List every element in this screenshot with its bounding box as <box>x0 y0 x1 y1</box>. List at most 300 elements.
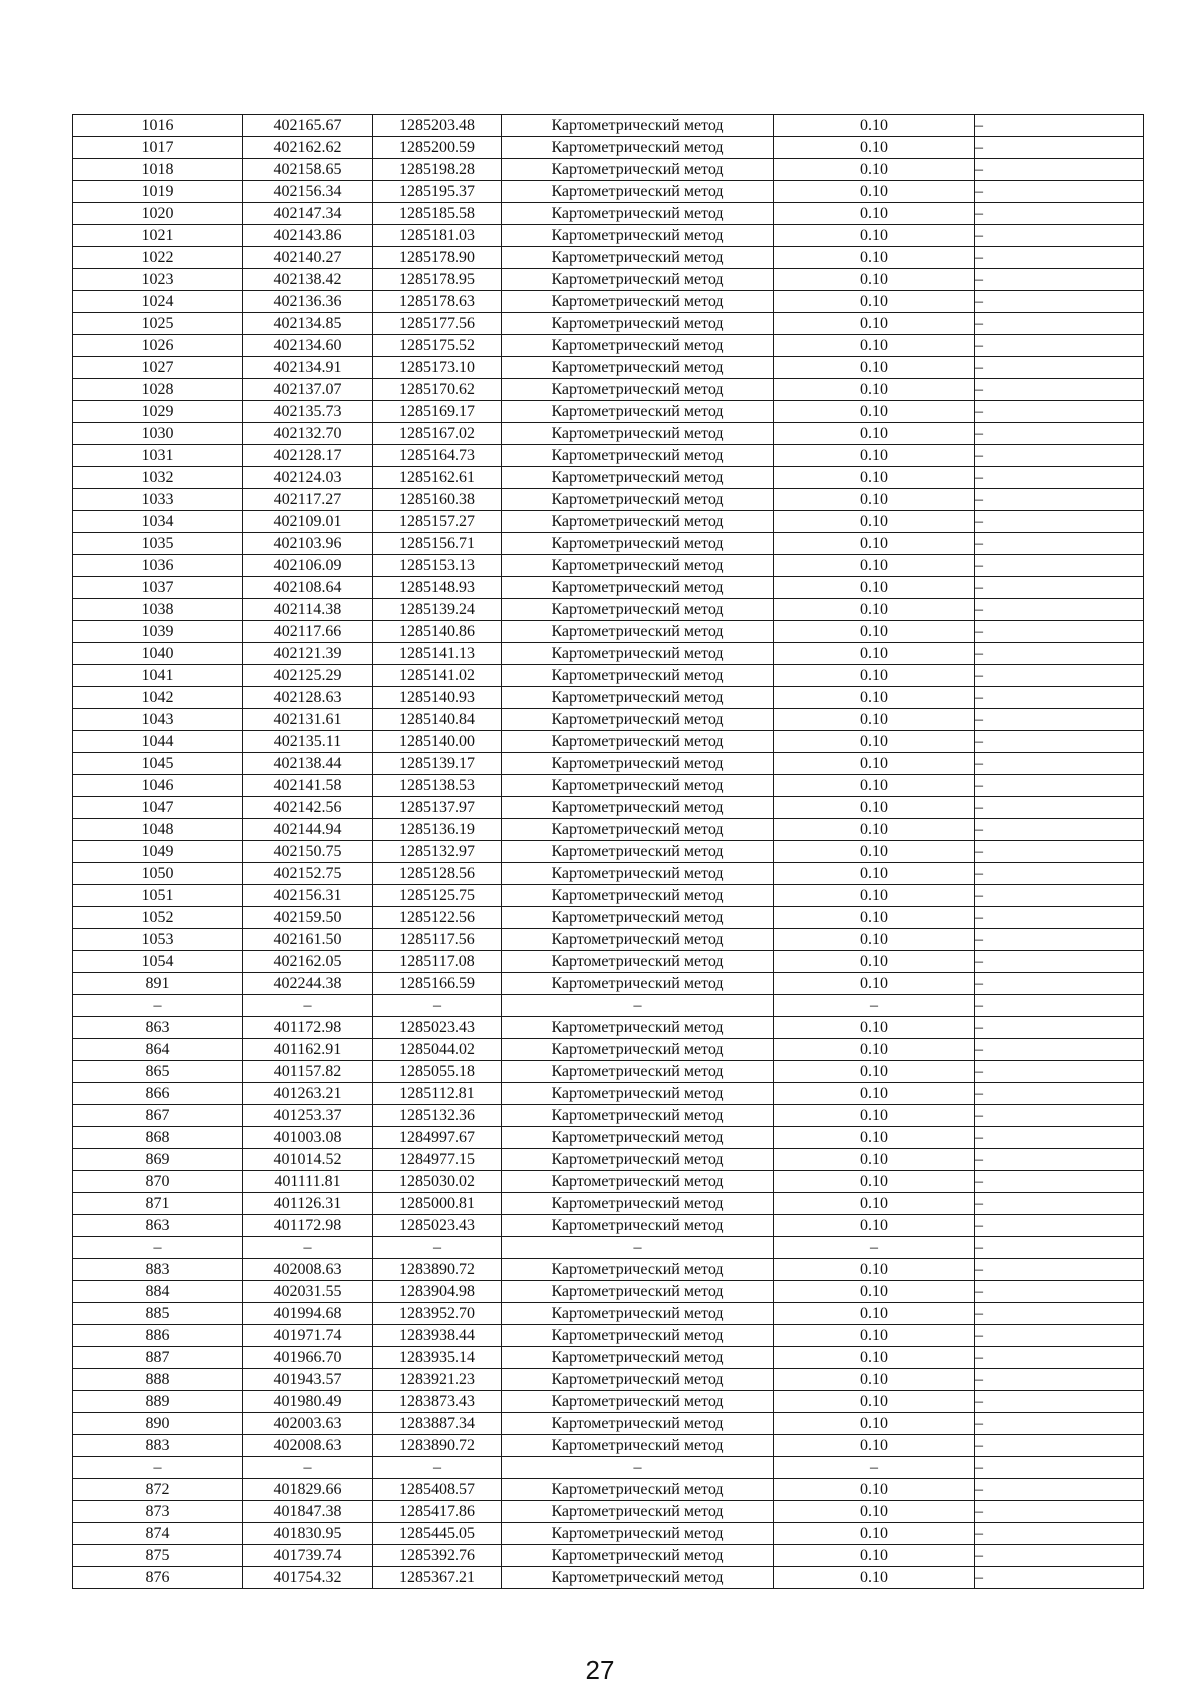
description-cell: – <box>975 687 1144 709</box>
table-row <box>73 1083 1144 1105</box>
description-cell: – <box>975 269 1144 291</box>
x-coordinate-cell: – <box>243 1457 373 1479</box>
x-coordinate-cell: 401111.81 <box>243 1171 373 1193</box>
y-coordinate-cell: 1285132.36 <box>373 1105 502 1127</box>
point-number-cell: 1017 <box>73 137 243 159</box>
accuracy-cell: 0.10 <box>774 555 975 577</box>
x-coordinate-cell: 402161.50 <box>243 929 373 951</box>
description-cell: – <box>975 621 1144 643</box>
method-cell: Картометрический метод <box>502 797 774 819</box>
x-coordinate-cell: 401966.70 <box>243 1347 373 1369</box>
method-cell: Картометрический метод <box>502 159 774 181</box>
point-number-cell: 888 <box>73 1369 243 1391</box>
description-cell: – <box>975 973 1144 995</box>
method-cell: Картометрический метод <box>502 313 774 335</box>
accuracy-cell: 0.10 <box>774 907 975 929</box>
description-cell: – <box>975 313 1144 335</box>
description-cell: – <box>975 357 1144 379</box>
x-coordinate-cell: 402138.42 <box>243 269 373 291</box>
point-number-cell: 883 <box>73 1259 243 1281</box>
accuracy-cell: 0.10 <box>774 1149 975 1171</box>
point-number-cell: 1053 <box>73 929 243 951</box>
table-row <box>73 379 1144 401</box>
point-number-cell: 1029 <box>73 401 243 423</box>
accuracy-cell: 0.10 <box>774 665 975 687</box>
x-coordinate-cell: 402109.01 <box>243 511 373 533</box>
accuracy-cell: 0.10 <box>774 445 975 467</box>
point-number-cell: 1031 <box>73 445 243 467</box>
method-cell: Картометрический метод <box>502 687 774 709</box>
accuracy-cell: 0.10 <box>774 533 975 555</box>
y-coordinate-cell: 1285136.19 <box>373 819 502 841</box>
x-coordinate-cell: 402003.63 <box>243 1413 373 1435</box>
description-cell: – <box>975 1413 1144 1435</box>
accuracy-cell: 0.10 <box>774 1567 975 1589</box>
table-row <box>73 731 1144 753</box>
accuracy-cell: 0.10 <box>774 731 975 753</box>
point-number-cell: 1022 <box>73 247 243 269</box>
point-number-cell: 1045 <box>73 753 243 775</box>
method-cell: Картометрический метод <box>502 181 774 203</box>
description-cell: – <box>975 445 1144 467</box>
accuracy-cell: 0.10 <box>774 797 975 819</box>
y-coordinate-cell: 1285139.17 <box>373 753 502 775</box>
method-cell: Картометрический метод <box>502 1369 774 1391</box>
x-coordinate-cell: 401754.32 <box>243 1567 373 1589</box>
table-row <box>73 687 1144 709</box>
y-coordinate-cell: 1285132.97 <box>373 841 502 863</box>
description-cell: – <box>975 929 1144 951</box>
point-number-cell: 885 <box>73 1303 243 1325</box>
x-coordinate-cell: 402159.50 <box>243 907 373 929</box>
method-cell: Картометрический метод <box>502 423 774 445</box>
method-cell: Картометрический метод <box>502 577 774 599</box>
point-number-cell: 1046 <box>73 775 243 797</box>
point-number-cell: 872 <box>73 1479 243 1501</box>
method-cell: Картометрический метод <box>502 335 774 357</box>
table-row <box>73 269 1144 291</box>
method-cell: – <box>502 1237 774 1259</box>
method-cell: – <box>502 1457 774 1479</box>
method-cell: Картометрический метод <box>502 269 774 291</box>
description-cell: – <box>975 1369 1144 1391</box>
point-number-cell: 1043 <box>73 709 243 731</box>
x-coordinate-cell: 401971.74 <box>243 1325 373 1347</box>
y-coordinate-cell: 1285140.93 <box>373 687 502 709</box>
table-row <box>73 1325 1144 1347</box>
method-cell: Картометрический метод <box>502 1039 774 1061</box>
accuracy-cell: 0.10 <box>774 1259 975 1281</box>
x-coordinate-cell: 401172.98 <box>243 1215 373 1237</box>
point-number-cell: 1024 <box>73 291 243 313</box>
method-cell: Картометрический метод <box>502 907 774 929</box>
x-coordinate-cell: 402131.61 <box>243 709 373 731</box>
method-cell: Картометрический метод <box>502 1105 774 1127</box>
table-row <box>73 1435 1144 1457</box>
point-number-cell: 871 <box>73 1193 243 1215</box>
table-row <box>73 511 1144 533</box>
accuracy-cell: 0.10 <box>774 489 975 511</box>
x-coordinate-cell: 402137.07 <box>243 379 373 401</box>
method-cell: Картометрический метод <box>502 1545 774 1567</box>
point-number-cell: 1034 <box>73 511 243 533</box>
table-row <box>73 225 1144 247</box>
x-coordinate-cell: 401162.91 <box>243 1039 373 1061</box>
accuracy-cell: 0.10 <box>774 577 975 599</box>
description-cell: – <box>975 577 1144 599</box>
accuracy-cell: 0.10 <box>774 775 975 797</box>
y-coordinate-cell: 1285367.21 <box>373 1567 502 1589</box>
accuracy-cell: 0.10 <box>774 1281 975 1303</box>
table-row <box>73 313 1144 335</box>
point-number-cell: 1051 <box>73 885 243 907</box>
y-coordinate-cell: 1285112.81 <box>373 1083 502 1105</box>
description-cell: – <box>975 423 1144 445</box>
x-coordinate-cell: 402165.67 <box>243 115 373 137</box>
method-cell: Картометрический метод <box>502 819 774 841</box>
table-row <box>73 995 1144 1017</box>
x-coordinate-cell: 402128.63 <box>243 687 373 709</box>
accuracy-cell: 0.10 <box>774 1501 975 1523</box>
method-cell: – <box>502 995 774 1017</box>
description-cell: – <box>975 1105 1144 1127</box>
method-cell: Картометрический метод <box>502 291 774 313</box>
table-row <box>73 1127 1144 1149</box>
y-coordinate-cell: 1285417.86 <box>373 1501 502 1523</box>
method-cell: Картометрический метод <box>502 137 774 159</box>
method-cell: Картометрический метод <box>502 1523 774 1545</box>
description-cell: – <box>975 797 1144 819</box>
table-row <box>73 115 1144 137</box>
accuracy-cell: 0.10 <box>774 181 975 203</box>
y-coordinate-cell: 1284977.15 <box>373 1149 502 1171</box>
x-coordinate-cell: 402114.38 <box>243 599 373 621</box>
accuracy-cell: 0.10 <box>774 1479 975 1501</box>
accuracy-cell: 0.10 <box>774 225 975 247</box>
table-row <box>73 885 1144 907</box>
table-row <box>73 1039 1144 1061</box>
x-coordinate-cell: 402138.44 <box>243 753 373 775</box>
description-cell: – <box>975 665 1144 687</box>
x-coordinate-cell: 401943.57 <box>243 1369 373 1391</box>
description-cell: – <box>975 885 1144 907</box>
description-cell: – <box>975 181 1144 203</box>
accuracy-cell: – <box>774 1457 975 1479</box>
x-coordinate-cell: 401263.21 <box>243 1083 373 1105</box>
description-cell: – <box>975 1435 1144 1457</box>
accuracy-cell: 0.10 <box>774 247 975 269</box>
description-cell: – <box>975 1149 1144 1171</box>
table-row <box>73 533 1144 555</box>
x-coordinate-cell: 402134.60 <box>243 335 373 357</box>
x-coordinate-cell: 402106.09 <box>243 555 373 577</box>
table-row <box>73 1523 1144 1545</box>
point-number-cell: – <box>73 1237 243 1259</box>
x-coordinate-cell: 402156.31 <box>243 885 373 907</box>
table-row <box>73 929 1144 951</box>
point-number-cell: 889 <box>73 1391 243 1413</box>
accuracy-cell: 0.10 <box>774 863 975 885</box>
description-cell: – <box>975 1171 1144 1193</box>
method-cell: Картометрический метод <box>502 533 774 555</box>
table-row <box>73 1149 1144 1171</box>
table-row <box>73 709 1144 731</box>
y-coordinate-cell: 1285392.76 <box>373 1545 502 1567</box>
method-cell: Картометрический метод <box>502 247 774 269</box>
point-number-cell: 863 <box>73 1215 243 1237</box>
method-cell: Картометрический метод <box>502 863 774 885</box>
coordinates-table-body <box>73 115 1144 1589</box>
description-cell: – <box>975 731 1144 753</box>
table-row <box>73 1369 1144 1391</box>
y-coordinate-cell: 1283938.44 <box>373 1325 502 1347</box>
x-coordinate-cell: 401739.74 <box>243 1545 373 1567</box>
accuracy-cell: 0.10 <box>774 357 975 379</box>
accuracy-cell: 0.10 <box>774 1391 975 1413</box>
accuracy-cell: 0.10 <box>774 159 975 181</box>
point-number-cell: 1025 <box>73 313 243 335</box>
point-number-cell: 890 <box>73 1413 243 1435</box>
x-coordinate-cell: 402031.55 <box>243 1281 373 1303</box>
description-cell: – <box>975 1523 1144 1545</box>
description-cell: – <box>975 775 1144 797</box>
x-coordinate-cell: 402156.34 <box>243 181 373 203</box>
accuracy-cell: 0.10 <box>774 137 975 159</box>
accuracy-cell: 0.10 <box>774 423 975 445</box>
table-row <box>73 159 1144 181</box>
method-cell: Картометрический метод <box>502 115 774 137</box>
x-coordinate-cell: 401829.66 <box>243 1479 373 1501</box>
description-cell: – <box>975 1215 1144 1237</box>
y-coordinate-cell: 1285181.03 <box>373 225 502 247</box>
method-cell: Картометрический метод <box>502 1325 774 1347</box>
point-number-cell: 1016 <box>73 115 243 137</box>
point-number-cell: 876 <box>73 1567 243 1589</box>
x-coordinate-cell: 402150.75 <box>243 841 373 863</box>
y-coordinate-cell: 1285173.10 <box>373 357 502 379</box>
x-coordinate-cell: 402144.94 <box>243 819 373 841</box>
point-number-cell: 1040 <box>73 643 243 665</box>
description-cell: – <box>975 1127 1144 1149</box>
table-row <box>73 1259 1144 1281</box>
accuracy-cell: 0.10 <box>774 1413 975 1435</box>
method-cell: Картометрический метод <box>502 357 774 379</box>
x-coordinate-cell: 402108.64 <box>243 577 373 599</box>
point-number-cell: 1054 <box>73 951 243 973</box>
method-cell: Картометрический метод <box>502 1193 774 1215</box>
accuracy-cell: 0.10 <box>774 973 975 995</box>
method-cell: Картометрический метод <box>502 621 774 643</box>
table-row <box>73 665 1144 687</box>
x-coordinate-cell: 402162.05 <box>243 951 373 973</box>
accuracy-cell: 0.10 <box>774 951 975 973</box>
description-cell: – <box>975 225 1144 247</box>
point-number-cell: 1027 <box>73 357 243 379</box>
method-cell: Картометрический метод <box>502 1017 774 1039</box>
x-coordinate-cell: 402121.39 <box>243 643 373 665</box>
description-cell: – <box>975 995 1144 1017</box>
x-coordinate-cell: 402124.03 <box>243 467 373 489</box>
point-number-cell: 1020 <box>73 203 243 225</box>
y-coordinate-cell: – <box>373 1457 502 1479</box>
y-coordinate-cell: 1285141.13 <box>373 643 502 665</box>
method-cell: Картометрический метод <box>502 1567 774 1589</box>
page-number: 27 <box>585 1655 615 1685</box>
table-row <box>73 203 1144 225</box>
x-coordinate-cell: 402143.86 <box>243 225 373 247</box>
y-coordinate-cell: 1283873.43 <box>373 1391 502 1413</box>
y-coordinate-cell: 1285117.08 <box>373 951 502 973</box>
x-coordinate-cell: 402158.65 <box>243 159 373 181</box>
description-cell: – <box>975 709 1144 731</box>
method-cell: Картометрический метод <box>502 445 774 467</box>
description-cell: – <box>975 907 1144 929</box>
table-row <box>73 1457 1144 1479</box>
table-row <box>73 643 1144 665</box>
description-cell: – <box>975 159 1144 181</box>
method-cell: Картометрический метод <box>502 555 774 577</box>
table-row <box>73 335 1144 357</box>
description-cell: – <box>975 533 1144 555</box>
method-cell: Картометрический метод <box>502 929 774 951</box>
description-cell: – <box>975 511 1144 533</box>
method-cell: Картометрический метод <box>502 511 774 533</box>
description-cell: – <box>975 863 1144 885</box>
table-row <box>73 555 1144 577</box>
x-coordinate-cell: 401253.37 <box>243 1105 373 1127</box>
y-coordinate-cell: 1285030.02 <box>373 1171 502 1193</box>
x-coordinate-cell: 401830.95 <box>243 1523 373 1545</box>
method-cell: Картометрический метод <box>502 1171 774 1193</box>
accuracy-cell: 0.10 <box>774 1435 975 1457</box>
accuracy-cell: 0.10 <box>774 1325 975 1347</box>
accuracy-cell: 0.10 <box>774 621 975 643</box>
table-row <box>73 1501 1144 1523</box>
table-row <box>73 973 1144 995</box>
description-cell: – <box>975 1347 1144 1369</box>
x-coordinate-cell: 402117.27 <box>243 489 373 511</box>
table-row <box>73 1567 1144 1589</box>
point-number-cell: 1038 <box>73 599 243 621</box>
table-row <box>73 291 1144 313</box>
method-cell: Картометрический метод <box>502 731 774 753</box>
point-number-cell: 1036 <box>73 555 243 577</box>
method-cell: Картометрический метод <box>502 1435 774 1457</box>
table-row <box>73 1017 1144 1039</box>
y-coordinate-cell: 1285140.00 <box>373 731 502 753</box>
x-coordinate-cell: 402141.58 <box>243 775 373 797</box>
point-number-cell: 1047 <box>73 797 243 819</box>
y-coordinate-cell: 1285408.57 <box>373 1479 502 1501</box>
y-coordinate-cell: 1285162.61 <box>373 467 502 489</box>
table-row <box>73 247 1144 269</box>
accuracy-cell: 0.10 <box>774 511 975 533</box>
y-coordinate-cell: 1285140.86 <box>373 621 502 643</box>
method-cell: Картометрический метод <box>502 709 774 731</box>
description-cell: – <box>975 753 1144 775</box>
x-coordinate-cell: 402140.27 <box>243 247 373 269</box>
accuracy-cell: 0.10 <box>774 1061 975 1083</box>
table-row <box>73 621 1144 643</box>
x-coordinate-cell: 402103.96 <box>243 533 373 555</box>
method-cell: Картометрический метод <box>502 885 774 907</box>
table-row <box>73 1391 1144 1413</box>
accuracy-cell: 0.10 <box>774 313 975 335</box>
method-cell: Картометрический метод <box>502 1501 774 1523</box>
accuracy-cell: 0.10 <box>774 1017 975 1039</box>
description-cell: – <box>975 1567 1144 1589</box>
y-coordinate-cell: 1285122.56 <box>373 907 502 929</box>
y-coordinate-cell: 1285166.59 <box>373 973 502 995</box>
method-cell: Картометрический метод <box>502 1061 774 1083</box>
table-row <box>73 1237 1144 1259</box>
x-coordinate-cell: 402152.75 <box>243 863 373 885</box>
point-number-cell: 1037 <box>73 577 243 599</box>
y-coordinate-cell: 1285198.28 <box>373 159 502 181</box>
point-number-cell: 1023 <box>73 269 243 291</box>
table-row <box>73 1479 1144 1501</box>
point-number-cell: 1021 <box>73 225 243 247</box>
method-cell: Картометрический метод <box>502 951 774 973</box>
y-coordinate-cell: 1283887.34 <box>373 1413 502 1435</box>
accuracy-cell: 0.10 <box>774 467 975 489</box>
point-number-cell: 863 <box>73 1017 243 1039</box>
accuracy-cell: 0.10 <box>774 1105 975 1127</box>
table-row <box>73 841 1144 863</box>
table-row <box>73 863 1144 885</box>
description-cell: – <box>975 1479 1144 1501</box>
y-coordinate-cell: 1285170.62 <box>373 379 502 401</box>
x-coordinate-cell: 401994.68 <box>243 1303 373 1325</box>
y-coordinate-cell: 1285138.53 <box>373 775 502 797</box>
description-cell: – <box>975 1061 1144 1083</box>
description-cell: – <box>975 1501 1144 1523</box>
x-coordinate-cell: 402125.29 <box>243 665 373 687</box>
table-row <box>73 1061 1144 1083</box>
table-row <box>73 445 1144 467</box>
coordinates-table <box>72 114 1144 1589</box>
table-row <box>73 907 1144 929</box>
table-row <box>73 1281 1144 1303</box>
x-coordinate-cell: 402128.17 <box>243 445 373 467</box>
description-cell: – <box>975 203 1144 225</box>
method-cell: Картометрический метод <box>502 1281 774 1303</box>
method-cell: Картометрический метод <box>502 489 774 511</box>
accuracy-cell: 0.10 <box>774 203 975 225</box>
y-coordinate-cell: 1285203.48 <box>373 115 502 137</box>
method-cell: Картометрический метод <box>502 467 774 489</box>
method-cell: Картометрический метод <box>502 1259 774 1281</box>
description-cell: – <box>975 247 1144 269</box>
point-number-cell: 869 <box>73 1149 243 1171</box>
accuracy-cell: 0.10 <box>774 1127 975 1149</box>
description-cell: – <box>975 1259 1144 1281</box>
y-coordinate-cell: 1285125.75 <box>373 885 502 907</box>
point-number-cell: 1030 <box>73 423 243 445</box>
method-cell: Картометрический метод <box>502 1149 774 1171</box>
point-number-cell: 1018 <box>73 159 243 181</box>
x-coordinate-cell: 402135.11 <box>243 731 373 753</box>
point-number-cell: 1019 <box>73 181 243 203</box>
point-number-cell: 1032 <box>73 467 243 489</box>
point-number-cell: 864 <box>73 1039 243 1061</box>
description-cell: – <box>975 1193 1144 1215</box>
y-coordinate-cell: 1285195.37 <box>373 181 502 203</box>
accuracy-cell: 0.10 <box>774 709 975 731</box>
point-number-cell: 884 <box>73 1281 243 1303</box>
description-cell: – <box>975 115 1144 137</box>
method-cell: Картометрический метод <box>502 1391 774 1413</box>
